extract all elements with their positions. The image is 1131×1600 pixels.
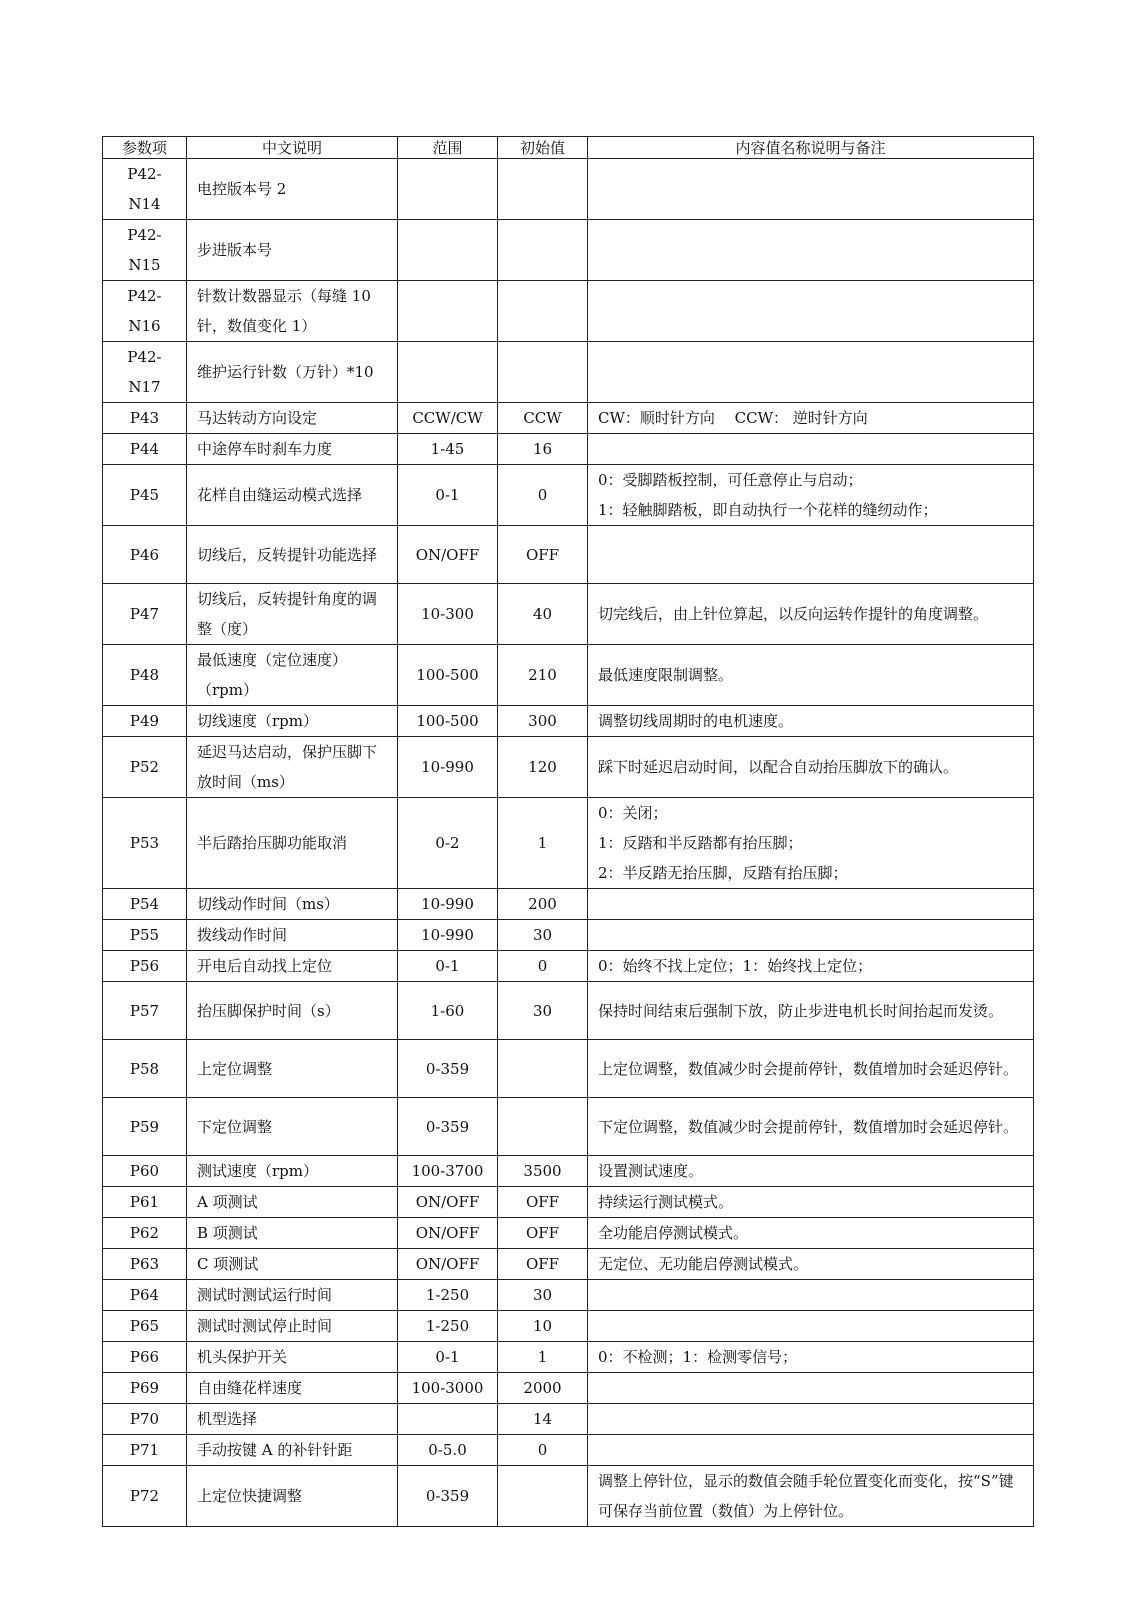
cell-init: 10 [498,1311,588,1342]
cell-init: 0 [498,951,588,982]
cell-notes [588,1187,1034,1218]
cell-range: ON/OFF [398,1187,498,1218]
cell-range: 0-1 [398,1342,498,1373]
cell-init: 16 [498,434,588,465]
table-row [103,706,1034,737]
cell-range: 0-2 [398,798,498,889]
table-row [103,798,1034,889]
cell-notes [588,982,1034,1040]
cell-range: 1-250 [398,1280,498,1311]
table-row [103,220,1034,281]
cell-desc: 切线动作时间（ms） [187,889,398,920]
note-line: 切完线后，由上针位算起，以反向运转作提针的角度调整。 [598,605,989,623]
cell-param: P53 [103,798,187,889]
table-row [103,951,1034,982]
note-line: 设置测试速度。 [598,1162,704,1180]
table-row [103,434,1034,465]
cell-range: 0-359 [398,1098,498,1156]
cell-range: ON/OFF [398,1218,498,1249]
cell-init: 200 [498,889,588,920]
cell-range: 1-60 [398,982,498,1040]
cell-notes [588,526,1034,584]
cell-param: P54 [103,889,187,920]
cell-notes [588,403,1034,434]
cell-desc: A 项测试 [187,1187,398,1218]
parameter-table [102,136,1034,1527]
cell-param: P42-N16 [103,281,187,342]
cell-range: 1-250 [398,1311,498,1342]
cell-param: P69 [103,1373,187,1404]
table-row [103,1156,1034,1187]
cell-init [498,220,588,281]
cell-param: P42-N14 [103,159,187,220]
cell-desc: 手动按键 A 的补针针距 [187,1435,398,1466]
cell-notes [588,1280,1034,1311]
cell-notes [588,920,1034,951]
cell-notes [588,1435,1034,1466]
cell-desc: 机型选择 [187,1404,398,1435]
cell-range: 10-990 [398,920,498,951]
cell-param: P55 [103,920,187,951]
cell-notes [588,1040,1034,1098]
cell-desc: 开电后自动找上定位 [187,951,398,982]
note-line: 踩下时延迟启动时间，以配合自动抬压脚放下的确认。 [598,758,959,776]
table-row [103,1435,1034,1466]
table-row [103,584,1034,645]
cell-init [498,281,588,342]
cell-param: P71 [103,1435,187,1466]
cell-param: P58 [103,1040,187,1098]
table-row [103,465,1034,526]
cell-desc: C 项测试 [187,1249,398,1280]
cell-range: 0-1 [398,951,498,982]
table-row [103,1404,1034,1435]
note-line: 全功能启停测试模式。 [598,1224,749,1242]
cell-init: 2000 [498,1373,588,1404]
cell-desc: 切线速度（rpm） [187,706,398,737]
cell-notes [588,737,1034,798]
table-row [103,1187,1034,1218]
cell-desc: 测试时测试停止时间 [187,1311,398,1342]
table-row [103,342,1034,403]
table-row [103,889,1034,920]
header-param: 参数项 [103,137,187,159]
table-row [103,1218,1034,1249]
cell-range [398,342,498,403]
cell-range: 10-300 [398,584,498,645]
note-line: 保持时间结束后强制下放，防止步进电机长时间抬起而发烫。 [598,1001,1004,1020]
cell-param: P47 [103,584,187,645]
cell-range: 100-3700 [398,1156,498,1187]
cell-desc: 切线后，反转提针角度的调整（度） [187,584,398,645]
note-line: 1：轻触脚踏板，即自动执行一个花样的缝纫动作； [598,501,938,519]
cell-init: 1 [498,1342,588,1373]
table-row [103,1098,1034,1156]
cell-notes [588,1098,1034,1156]
cell-init: 0 [498,465,588,526]
cell-range [398,281,498,342]
cell-notes [588,1466,1034,1527]
header-range: 范围 [398,137,498,159]
cell-init: 3500 [498,1156,588,1187]
table-header-row [103,137,1034,159]
cell-desc: 针数计数器显示（每缝 10 针，数值变化 1） [187,281,398,342]
cell-param: P52 [103,737,187,798]
table-row [103,159,1034,220]
table-row [103,1373,1034,1404]
cell-range: 100-500 [398,645,498,706]
cell-init: 30 [498,920,588,951]
table-row [103,1342,1034,1373]
cell-range: CCW/CW [398,403,498,434]
cell-notes [588,159,1034,220]
cell-notes [588,220,1034,281]
cell-init: 14 [498,1404,588,1435]
table-row [103,645,1034,706]
cell-desc: 维护运行针数（万针）*10 [187,342,398,403]
cell-init [498,1466,588,1527]
cell-param: P44 [103,434,187,465]
cell-range: 1-45 [398,434,498,465]
cell-notes [588,1373,1034,1404]
table-row [103,281,1034,342]
cell-notes [588,1404,1034,1435]
cell-init: OFF [498,1187,588,1218]
note-line: 上定位调整，数值减少时会提前停针，数值增加时会延迟停针。 [598,1059,1019,1078]
cell-init: OFF [498,1249,588,1280]
cell-desc: 切线后，反转提针功能选择 [187,526,398,584]
cell-notes [588,1249,1034,1280]
cell-notes [588,951,1034,982]
cell-param: P60 [103,1156,187,1187]
cell-notes [588,1342,1034,1373]
cell-range [398,1404,498,1435]
cell-param: P45 [103,465,187,526]
cell-param: P42-N15 [103,220,187,281]
cell-desc: 机头保护开关 [187,1342,398,1373]
cell-param: P66 [103,1342,187,1373]
cell-param: P42-N17 [103,342,187,403]
table-row [103,737,1034,798]
note-line: 调整切线周期时的电机速度。 [598,712,794,730]
table-row [103,403,1034,434]
cell-range [398,220,498,281]
note-line: 0：受脚踏板控制，可任意停止与启动； [598,471,863,489]
cell-notes [588,584,1034,645]
header-init: 初始值 [498,137,588,159]
cell-desc: 测试速度（rpm） [187,1156,398,1187]
note-line: CW：顺时针方向 CCW： 逆时针方向 [598,409,868,427]
cell-notes [588,798,1034,889]
table-row [103,1040,1034,1098]
cell-range: 0-1 [398,465,498,526]
table-body [103,159,1034,1527]
cell-param: P56 [103,951,187,982]
cell-desc: 自由缝花样速度 [187,1373,398,1404]
cell-desc: 步进版本号 [187,220,398,281]
cell-notes [588,434,1034,465]
cell-init: CCW [498,403,588,434]
cell-range: 100-500 [398,706,498,737]
header-notes: 内容值名称说明与备注 [588,137,1034,159]
cell-init [498,342,588,403]
cell-init: 0 [498,1435,588,1466]
cell-range: ON/OFF [398,1249,498,1280]
cell-desc: 抬压脚保护时间（s） [187,982,398,1040]
note-line: 最低速度限制调整。 [598,666,734,684]
cell-param: P43 [103,403,187,434]
cell-init [498,159,588,220]
cell-notes [588,706,1034,737]
cell-desc: 延迟马达启动，保护压脚下放时间（ms） [187,737,398,798]
cell-range: 0-359 [398,1466,498,1527]
cell-param: P70 [103,1404,187,1435]
cell-desc: 拨线动作时间 [187,920,398,951]
cell-desc: 上定位调整 [187,1040,398,1098]
cell-param: P63 [103,1249,187,1280]
cell-init [498,1040,588,1098]
cell-notes [588,281,1034,342]
table-row [103,526,1034,584]
cell-desc: 中途停车时刹车力度 [187,434,398,465]
cell-notes [588,889,1034,920]
cell-init: 120 [498,737,588,798]
table-row [103,982,1034,1040]
cell-param: P59 [103,1098,187,1156]
cell-init: OFF [498,1218,588,1249]
cell-desc: 测试时测试运行时间 [187,1280,398,1311]
cell-param: P72 [103,1466,187,1527]
cell-desc: 马达转动方向设定 [187,403,398,434]
table-row [103,1466,1034,1527]
cell-param: P64 [103,1280,187,1311]
cell-range: 0-359 [398,1040,498,1098]
cell-notes [588,1311,1034,1342]
cell-init: 210 [498,645,588,706]
note-line: 持续运行测试模式。 [598,1193,734,1211]
cell-param: P61 [103,1187,187,1218]
header-desc: 中文说明 [187,137,398,159]
cell-desc: B 项测试 [187,1218,398,1249]
cell-param: P57 [103,982,187,1040]
cell-init: OFF [498,526,588,584]
cell-desc: 电控版本号 2 [187,159,398,220]
note-line: 1：反踏和半反踏都有抬压脚； [598,834,803,852]
cell-init: 1 [498,798,588,889]
cell-range: 10-990 [398,889,498,920]
cell-desc: 下定位调整 [187,1098,398,1156]
note-line: 2：半反踏无抬压脚，反踏有抬压脚； [598,864,848,882]
cell-range: ON/OFF [398,526,498,584]
cell-init: 40 [498,584,588,645]
cell-desc: 上定位快捷调整 [187,1466,398,1527]
cell-desc: 最低速度（定位速度）（rpm） [187,645,398,706]
cell-param: P46 [103,526,187,584]
table-row [103,1311,1034,1342]
cell-notes [588,465,1034,526]
cell-range [398,159,498,220]
cell-desc: 花样自由缝运动模式选择 [187,465,398,526]
cell-range: 10-990 [398,737,498,798]
note-line: 0：关闭； [598,804,668,822]
cell-notes [588,1218,1034,1249]
cell-range: 100-3000 [398,1373,498,1404]
cell-param: P48 [103,645,187,706]
table-row [103,920,1034,951]
note-line: 0：始终不找上定位；1：始终找上定位； [598,957,873,975]
table-row [103,1249,1034,1280]
note-line: 无定位、无功能启停测试模式。 [598,1255,809,1273]
cell-param: P62 [103,1218,187,1249]
cell-param: P65 [103,1311,187,1342]
note-line: 下定位调整，数值减少时会提前停针，数值增加时会延迟停针。 [598,1117,1019,1136]
cell-range: 0-5.0 [398,1435,498,1466]
cell-init: 30 [498,982,588,1040]
table-row [103,1280,1034,1311]
note-line: 0：不检测；1：检测零信号； [598,1348,798,1366]
cell-notes [588,645,1034,706]
cell-param: P49 [103,706,187,737]
note-line: 调整上停针位，显示的数值会随手轮位置变化而变化，按“S”键可保存当前位置（数值）为上停针位。 [598,1472,1014,1520]
cell-notes [588,342,1034,403]
cell-desc: 半后踏抬压脚功能取消 [187,798,398,889]
cell-notes [588,1156,1034,1187]
cell-init: 30 [498,1280,588,1311]
cell-init: 300 [498,706,588,737]
cell-init [498,1098,588,1156]
